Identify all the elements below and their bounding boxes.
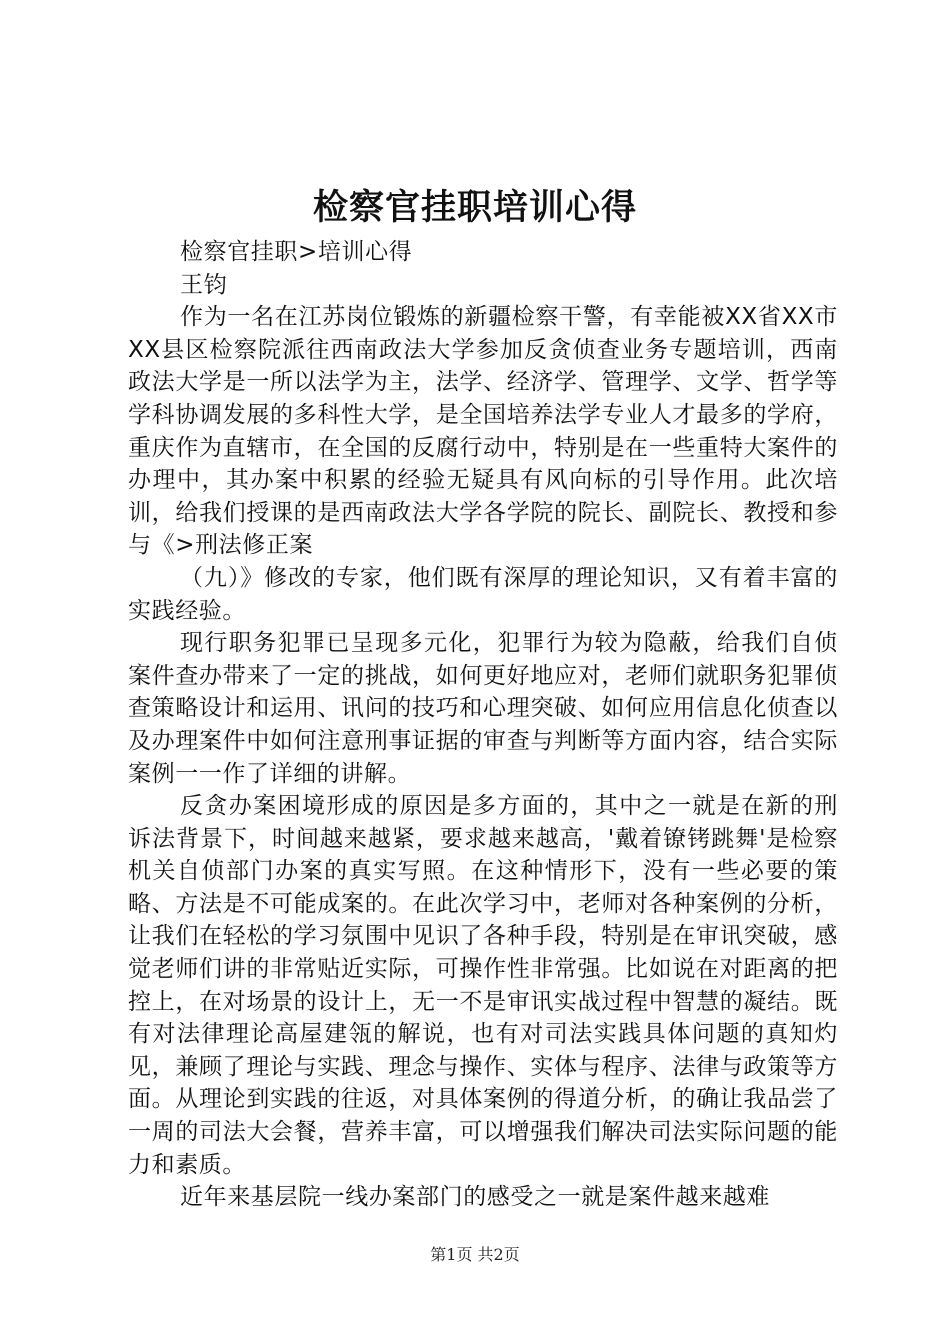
- author-line: 王钧: [180, 271, 228, 298]
- paragraph-3: 现行职务犯罪已呈现多元化，犯罪行为较为隐蔽，给我们自侦案件查办带来了一定的挑战，如何更好地应对，老师们就职务犯罪侦查策略设计和运用、讯问的技巧和心理突破、如何应用信息化侦查以及办理案件中如何注意刑事证据的审查与判断等方面内容，结合实际案例一一作了详细的讲解。: [128, 630, 838, 787]
- document-title: 检察官挂职培训心得: [312, 187, 637, 228]
- document-body: [128, 236, 838, 1214]
- paragraph-5: 近年来基层院一线办案部门的感受之一就是案件越来越难: [180, 1184, 770, 1211]
- paragraph-4: 反贪办案困境形成的原因是多方面的，其中之一就是在新的刑诉法背景下，时间越来越紧，要求越来越高，'戴着镣铐跳舞'是检察机关自侦部门办案的真实写照。在这种情形下，没有一些必要的策略、方法是不可能成案的。在此次学习中，老师对各种案例的分析，让我们在轻松的学习氛围中见识了各种手段，特别是在审讯突破，感觉老师们讲的非常贴近实际，可操作性非常强。比如说在对距离的把控上，在对场景的设计上，无一不是审讯实战过程中智慧的凝结。既有对法律理论高屋建瓴的解说，也有对司法实践具体问题的真知灼见，兼顾了理论与实践、理念与操作、实体与程序、法律与政策等方面。从理论到实践的往返，对具体案例的得道分析，的确让我品尝了一周的司法大会餐，营养丰富，可以增强我们解决司法实际问题的能力和素质。: [128, 793, 838, 1178]
- paragraph-1: 作为一名在江苏岗位锻炼的新疆检察干警，有幸能被XX省XX市XX县区检察院派往西南政法大学参加反贪侦查业务专题培训，西南政法大学是一所以法学为主，法学、经济学、管理学、文学、哲学等学科协调发展的多科性大学，是全国培养法学专业人才最多的学府，重庆作为直辖市，在全国的反腐行动中，特别是在一些重特大案件的办理中，其办案中积累的经验无疑具有风向标的引导作用。此次培训，给我们授课的是西南政法大学各学院的院长、副院长、教授和参与《>刑法修正案: [128, 304, 838, 559]
- paragraph-2: （九）》修改的专家，他们既有深厚的理论知识，又有着丰富的实践经验。: [128, 564, 838, 624]
- page-footer: 第1页 共2页: [430, 1245, 520, 1264]
- subtitle-line: 检察官挂职>培训心得: [180, 239, 413, 265]
